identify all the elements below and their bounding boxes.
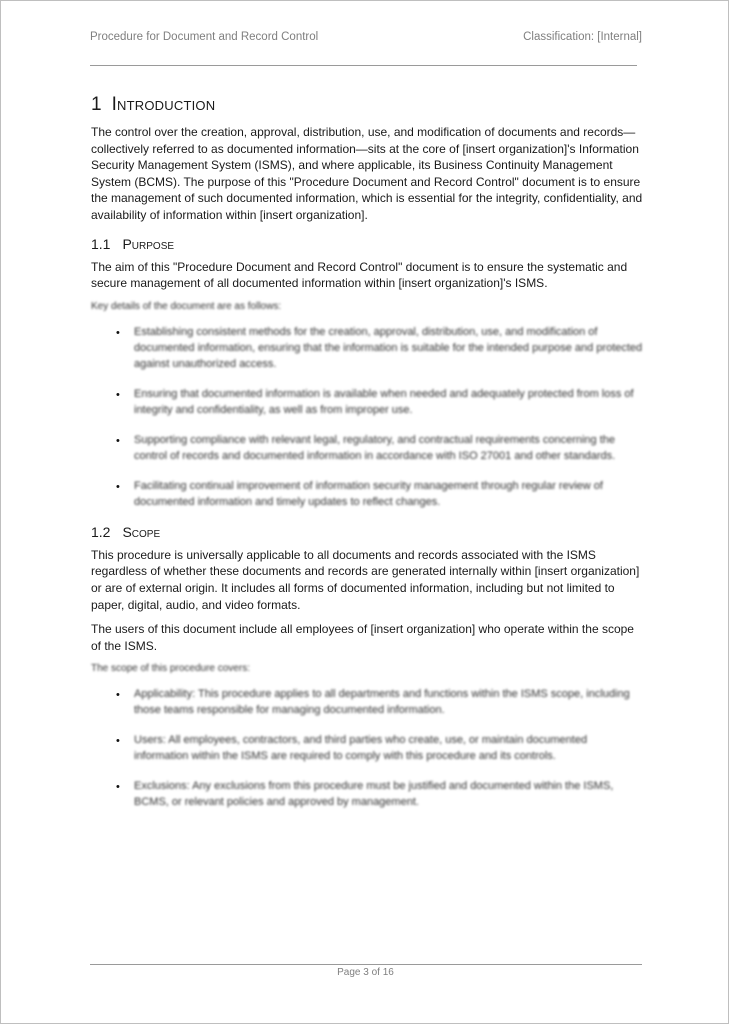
- footer-divider: [90, 964, 642, 965]
- header-divider: [90, 65, 637, 66]
- bullet-icon: •: [116, 480, 120, 493]
- list-item: • Ensuring that documented information is available when needed and adequately protected from loss of integrity and confidentiality, as well as from improper use.: [116, 387, 634, 416]
- list-item: • Exclusions: Any exclusions from this procedure must be justified and documented within the ISMS, BCMS, or relevant policies and approved by management.: [116, 780, 614, 809]
- list-item: • Facilitating continual improvement of information security management through regular review of documented information and timely updates to reflect changes.: [116, 479, 603, 508]
- bullet-icon: •: [116, 689, 120, 702]
- purpose-lead-text: Key details of the document are as follows:: [91, 300, 282, 312]
- bullet-icon: •: [116, 388, 120, 401]
- list-item: • Applicability: This procedure applies to all departments and functions within the ISMS scope, including those teams responsible for managing documented information.: [116, 688, 630, 717]
- section-number: 1.2: [91, 523, 111, 540]
- scope-paragraph-1: This procedure is universally applicable to all documents and records associated with the ISMS regardless of whether these documents and records are generated internally within [insert organization] or are of external origin. It includes all forms of documented information, including but not limited to paper, digital, audio, and video formats.: [91, 547, 640, 612]
- introduction-paragraph: The control over the creation, approval, distribution, use, and modification of documents and records—collectively referred to as documented information—sits at the core of [insert organization]'s Information Security Management System (ISMS), and where applicable, its Business Continuity Management System (BCMS). The purpose of this "Procedure Document and Record Control" document is to ensure the management of such documented information, which is essential for the integrity, confidentiality, and availability of information within [insert organization].: [91, 125, 643, 222]
- scope-lead-text: The scope of this procedure covers:: [91, 663, 250, 675]
- scope-paragraph-2: The users of this document include all employees of [insert organization] who operate within the scope of the ISMS.: [91, 622, 634, 653]
- section-title: Introduction: [111, 94, 216, 115]
- page-content: [91, 94, 643, 824]
- section-title: Scope: [122, 523, 161, 540]
- purpose-paragraph: The aim of this "Procedure Document and Record Control" document is to ensure the systematic and secure management of all documented information within [insert organization]'s ISMS.: [91, 259, 628, 291]
- section-heading-scope: [91, 524, 643, 540]
- list-item: • Supporting compliance with relevant legal, regulatory, and contractual requirements concerning the control of records and documented information in accordance with ISO 27001 and other standards.: [116, 433, 616, 462]
- bullet-icon: •: [116, 434, 120, 447]
- list-item: • Users: All employees, contractors, and third parties who create, use, or maintain documented information within the ISMS are required to comply with this procedure and its controls.: [116, 734, 588, 763]
- bullet-icon: •: [116, 735, 120, 748]
- section-number: 1.1: [91, 235, 111, 252]
- purpose-bullet-list: [91, 324, 643, 510]
- section-title: Purpose: [122, 235, 175, 252]
- page-number: Page 3 of 16: [337, 967, 394, 978]
- section-heading-purpose: [91, 236, 643, 252]
- bullet-icon: •: [116, 781, 120, 794]
- header-title: Procedure for Document and Record Control: [90, 31, 319, 43]
- scope-bullet-list: [91, 686, 643, 810]
- bullet-icon: •: [116, 326, 120, 339]
- header-classification: Classification: [Internal]: [523, 31, 642, 43]
- list-item: • Establishing consistent methods for the creation, approval, distribution, use, and modification of documented information, ensuring that the information is suitable for the intended purpose and protected against unauthorized access.: [116, 325, 643, 370]
- section-number: 1: [91, 94, 102, 115]
- section-heading-introduction: [91, 94, 643, 116]
